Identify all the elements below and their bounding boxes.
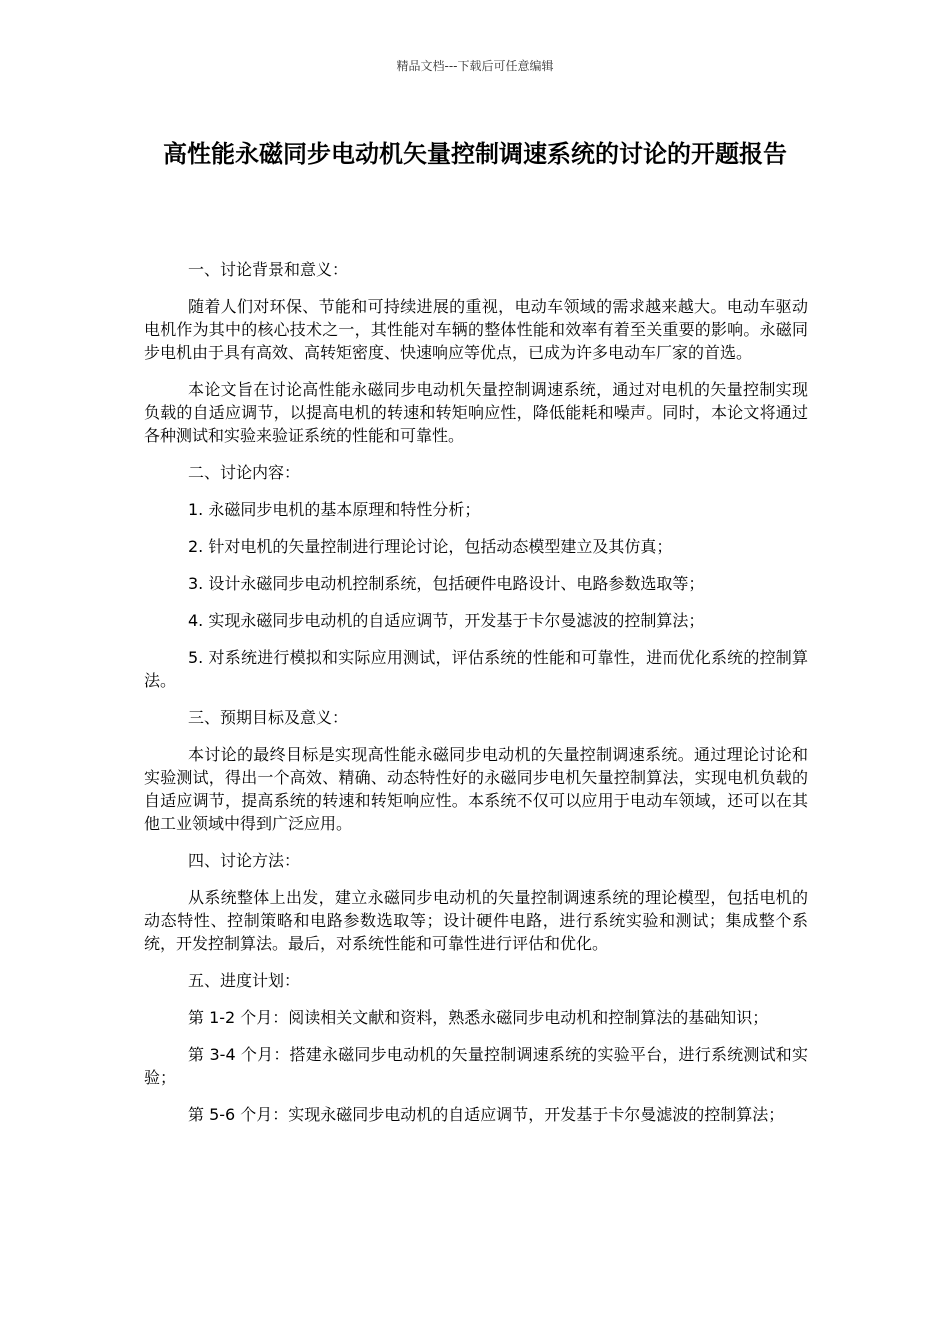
paragraph: 随着人们对环保、节能和可持续进展的重视，电动车领域的需求越来越大。电动车驱动电机作为其中的核心技术之一，其性能对车辆的整体性能和效率有着至关重要的影响。永磁同步电机由于具有高效、高转矩密度、快速响应等优点，已成为许多电动车厂家的首选。 [144,297,808,362]
paragraph: 本讨论的最终目标是实现高性能永磁同步电动机的矢量控制调速系统。通过理论讨论和实验测试，得出一个高效、精确、动态特性好的永磁同步电机矢量控制算法，实现电机负载的自适应调节，提高系统的转速和转矩响应性。本系统不仅可以应用于电动车领域，还可以在其他工业领域中得到广泛应用。 [144,745,808,833]
document-title: 高性能永磁同步电动机矢量控制调速系统的讨论的开题报告 [163,140,787,168]
schedule-item: 第 3-4 个月：搭建永磁同步电动机的矢量控制调速系统的实验平台，进行系统测试和实验； [144,1045,808,1087]
schedule-item: 第 5-6 个月：实现永磁同步电动机的自适应调节，开发基于卡尔曼滤波的控制算法； [188,1105,785,1124]
list-item: 1. 永磁同步电机的基本原理和特性分析； [188,500,481,519]
section-heading-background: 一、讨论背景和意义： [188,260,349,279]
list-item: 2. 针对电机的矢量控制进行理论讨论，包括动态模型建立及其仿真； [188,537,673,556]
page-header: 精品文档---下载后可任意编辑 [396,59,554,73]
list-item: 3. 设计永磁同步电动机控制系统，包括硬件电路设计、电路参数选取等； [188,574,705,593]
list-item: 4. 实现永磁同步电动机的自适应调节，开发基于卡尔曼滤波的控制算法； [188,611,705,630]
paragraph: 从系统整体上出发，建立永磁同步电动机的矢量控制调速系统的理论模型，包括电机的动态特性、控制策略和电路参数选取等；设计硬件电路，进行系统实验和测试；集成整个系统，开发控制算法。最后，对系统性能和可靠性进行评估和优化。 [144,888,808,953]
section-heading-methods: 四、讨论方法： [188,851,301,870]
section-heading-content: 二、讨论内容： [188,463,301,482]
document-body [144,258,808,1140]
section-heading-schedule: 五、进度计划： [188,971,301,990]
paragraph: 本论文旨在讨论高性能永磁同步电动机矢量控制调速系统，通过对电机的矢量控制实现负载的自适应调节，以提高电机的转速和转矩响应性，降低能耗和噪声。同时，本论文将通过各种测试和实验来验证系统的性能和可靠性。 [144,380,808,445]
list-item: 5. 对系统进行模拟和实际应用测试，评估系统的性能和可靠性，进而优化系统的控制算法。 [144,648,808,690]
schedule-item: 第 1-2 个月：阅读相关文献和资料，熟悉永磁同步电动机和控制算法的基础知识； [188,1008,769,1027]
section-heading-goals: 三、预期目标及意义： [188,708,349,727]
